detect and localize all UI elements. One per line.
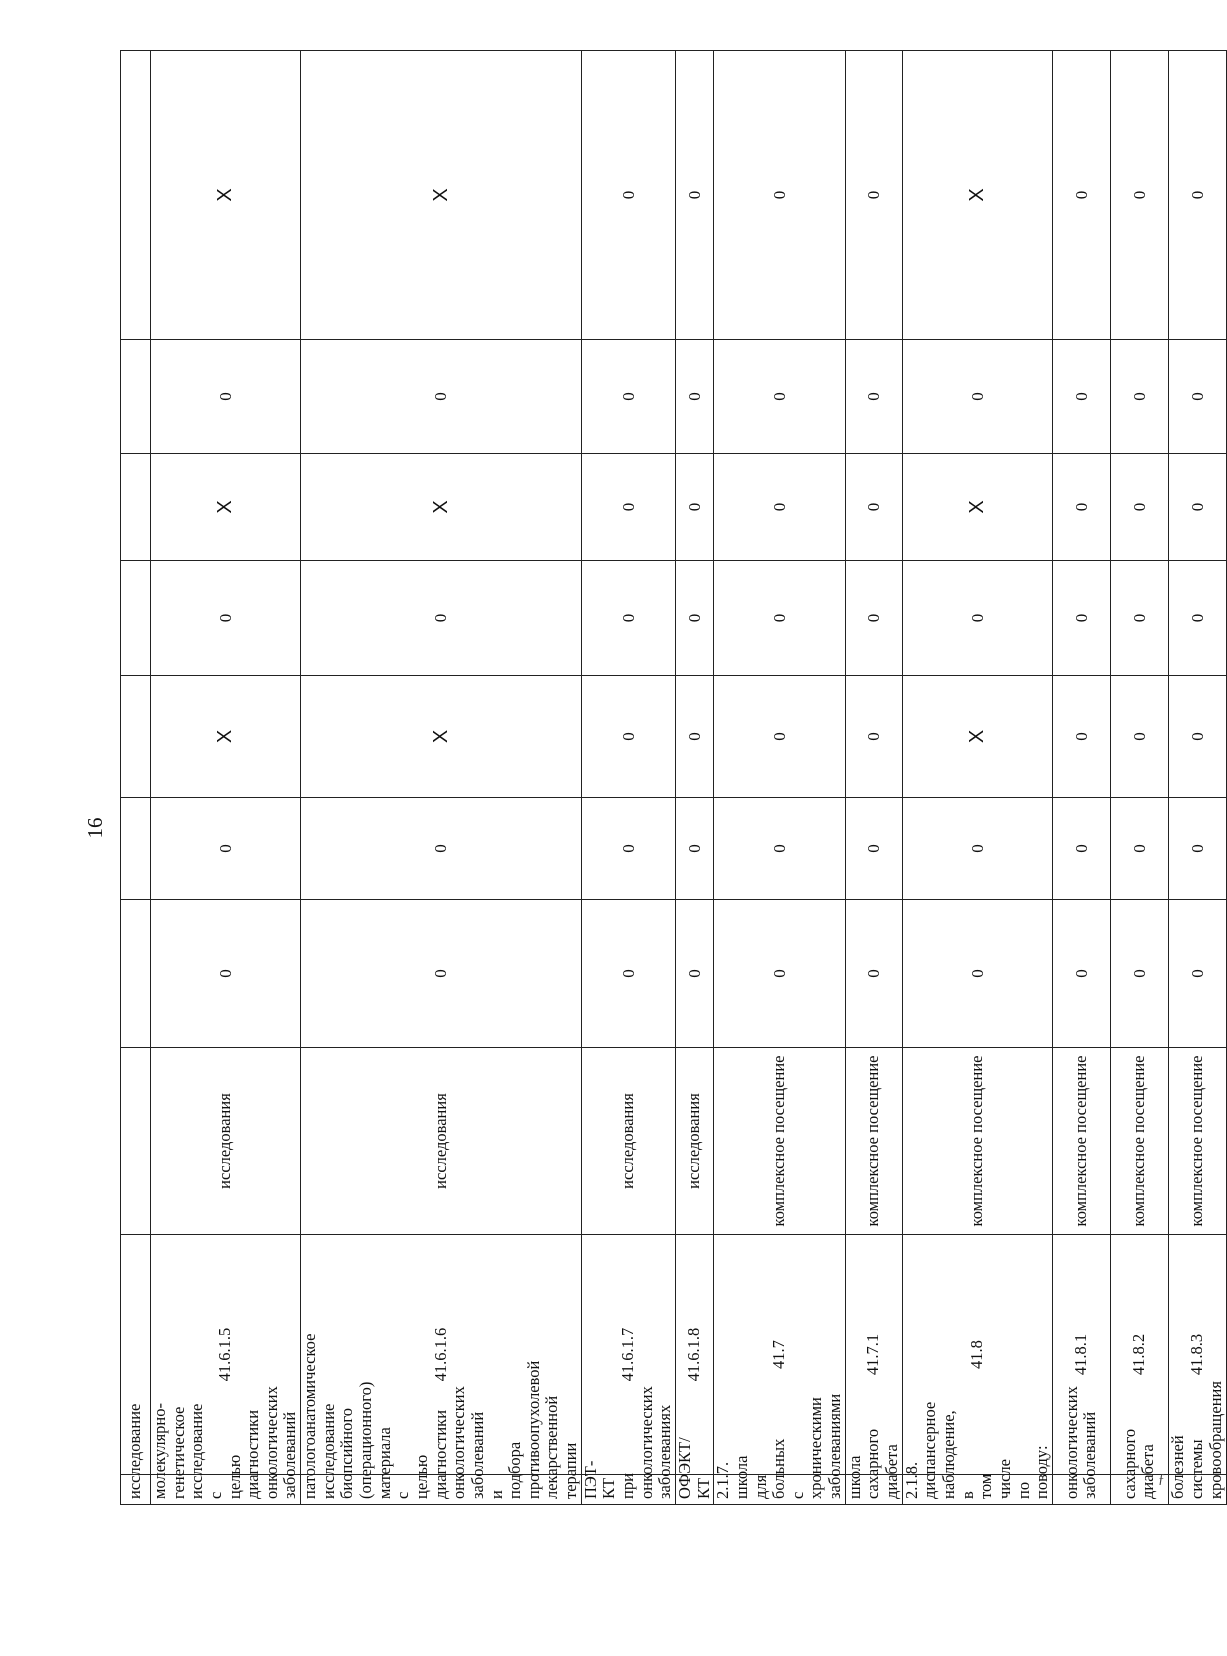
table-wrapper (120, 50, 1225, 1505)
value-cell: 0 (845, 676, 902, 798)
value-cell: 0 (1110, 798, 1168, 900)
value-cell: 0 (1168, 340, 1226, 454)
value-cell: 0 (675, 900, 713, 1048)
value-cell: 0 (714, 454, 845, 561)
row-unit-cell: исследования (675, 1048, 713, 1235)
value-cell: 0 (845, 798, 902, 900)
row-name-cell: 2.1.7. школа для больных с хроническими заболеваниями (714, 1475, 845, 1505)
value-cell: 0 (675, 676, 713, 798)
value-cell (121, 676, 151, 798)
value-cell: X (151, 454, 301, 561)
value-cell (121, 561, 151, 676)
value-cell: 0 (1110, 51, 1168, 340)
value-cell: 0 (1168, 676, 1226, 798)
value-cell: X (301, 454, 582, 561)
value-cell: X (151, 676, 301, 798)
table-row (121, 51, 151, 1505)
page-number: 16 (83, 817, 107, 839)
table-row (151, 51, 301, 1505)
table-row (1110, 51, 1168, 1505)
value-cell: X (151, 51, 301, 340)
value-cell: 0 (1052, 454, 1110, 561)
value-cell: 0 (301, 340, 582, 454)
value-cell (121, 454, 151, 561)
value-cell: 0 (301, 798, 582, 900)
table-row (301, 51, 582, 1505)
value-cell: 0 (301, 900, 582, 1048)
row-name-cell: патологоанатомическое исследование биопсийного (операционного) материала с целью диагностики онкологических заболеваний и подбора противоопухолевой лекарственной терапии (301, 1475, 582, 1505)
value-cell: 0 (1052, 561, 1110, 676)
row-name-cell: сахарного диабета (1110, 1475, 1168, 1505)
value-cell: 0 (675, 51, 713, 340)
row-name-cell: онкологических заболеваний (1052, 1475, 1110, 1505)
value-cell: 0 (675, 454, 713, 561)
row-unit-cell: комплексное посещение (1168, 1048, 1226, 1235)
table-row (1168, 51, 1226, 1505)
row-unit-cell: исследования (581, 1048, 675, 1235)
row-code-cell: 41.6.1.7 (581, 1235, 675, 1475)
value-cell: 0 (845, 454, 902, 561)
table-row (845, 51, 902, 1505)
value-cell: X (902, 676, 1052, 798)
stray-mark: ƒ (1158, 1472, 1165, 1487)
value-cell: 0 (714, 676, 845, 798)
value-cell: 0 (151, 561, 301, 676)
value-cell: 0 (581, 900, 675, 1048)
value-cell: 0 (1168, 454, 1226, 561)
value-cell: 0 (1052, 900, 1110, 1048)
row-code-cell: 41.8.3 (1168, 1235, 1226, 1475)
row-unit-cell: комплексное посещение (902, 1048, 1052, 1235)
value-cell: 0 (1168, 51, 1226, 340)
value-cell: 0 (581, 676, 675, 798)
row-name-cell: 2.1.8. диспансерное наблюдение, в том числе по поводу: (902, 1475, 1052, 1505)
value-cell (121, 900, 151, 1048)
value-cell: 0 (581, 798, 675, 900)
row-code-cell: 41.6.1.8 (675, 1235, 713, 1475)
value-cell: 0 (714, 900, 845, 1048)
value-cell: 0 (714, 561, 845, 676)
value-cell: 0 (845, 340, 902, 454)
value-cell: 0 (1052, 340, 1110, 454)
row-unit-cell (121, 1048, 151, 1235)
value-cell: 0 (902, 561, 1052, 676)
value-cell: 0 (1168, 561, 1226, 676)
value-cell (121, 51, 151, 340)
value-cell: 0 (675, 340, 713, 454)
row-code-cell: 41.6.1.6 (301, 1235, 582, 1475)
table-row (1052, 51, 1110, 1505)
value-cell: 0 (1052, 676, 1110, 798)
value-cell: 0 (1052, 798, 1110, 900)
value-cell: 0 (581, 340, 675, 454)
value-cell: 0 (675, 798, 713, 900)
row-name-cell: исследование (121, 1475, 151, 1505)
value-cell: 0 (151, 798, 301, 900)
table-row (675, 51, 713, 1505)
value-cell: 0 (581, 51, 675, 340)
row-name-cell: ОФЭКТ/КТ (675, 1475, 713, 1505)
value-cell (121, 798, 151, 900)
value-cell: 0 (1168, 798, 1226, 900)
value-cell: 0 (845, 561, 902, 676)
value-cell: 0 (902, 340, 1052, 454)
value-cell: 0 (1110, 900, 1168, 1048)
row-unit-cell: комплексное посещение (1052, 1048, 1110, 1235)
value-cell: 0 (902, 798, 1052, 900)
row-code-cell: 41.7 (714, 1235, 845, 1475)
value-cell: 0 (581, 561, 675, 676)
value-cell (121, 340, 151, 454)
data-table (120, 50, 1227, 1505)
row-code-cell: 41.8 (902, 1235, 1052, 1475)
row-name-cell: школа сахарного диабета (845, 1475, 902, 1505)
value-cell: 0 (714, 798, 845, 900)
row-code-cell: 41.8.1 (1052, 1235, 1110, 1475)
value-cell: 0 (714, 340, 845, 454)
value-cell: X (902, 454, 1052, 561)
row-unit-cell: комплексное посещение (714, 1048, 845, 1235)
value-cell: 0 (902, 900, 1052, 1048)
value-cell: 0 (1110, 676, 1168, 798)
row-code-cell: 41.8.2 (1110, 1235, 1168, 1475)
value-cell: 0 (581, 454, 675, 561)
value-cell: 0 (845, 900, 902, 1048)
row-code-cell: 41.7.1 (845, 1235, 902, 1475)
row-code-cell: 41.6.1.5 (151, 1235, 301, 1475)
row-unit-cell: комплексное посещение (1110, 1048, 1168, 1235)
value-cell: 0 (301, 561, 582, 676)
row-unit-cell: исследования (151, 1048, 301, 1235)
row-name-cell: молекулярно-генетическое исследование с целью диагностики онкологических заболеваний (151, 1475, 301, 1505)
value-cell: X (902, 51, 1052, 340)
row-unit-cell: комплексное посещение (845, 1048, 902, 1235)
value-cell: X (301, 51, 582, 340)
value-cell: 0 (151, 340, 301, 454)
value-cell: 0 (1110, 561, 1168, 676)
row-name-cell: болезней системы кровообращения (1168, 1475, 1226, 1505)
value-cell: 0 (675, 561, 713, 676)
value-cell: 0 (1110, 340, 1168, 454)
value-cell: X (301, 676, 582, 798)
value-cell: 0 (1052, 51, 1110, 340)
row-unit-cell: исследования (301, 1048, 582, 1235)
table-row (902, 51, 1052, 1505)
table-row (581, 51, 675, 1505)
value-cell: 0 (1168, 900, 1226, 1048)
value-cell: 0 (1110, 454, 1168, 561)
value-cell: 0 (845, 51, 902, 340)
value-cell: 0 (151, 900, 301, 1048)
row-name-cell: ПЭТ-КТ при онкологических заболеваниях (581, 1475, 675, 1505)
table-row (714, 51, 845, 1505)
value-cell: 0 (714, 51, 845, 340)
